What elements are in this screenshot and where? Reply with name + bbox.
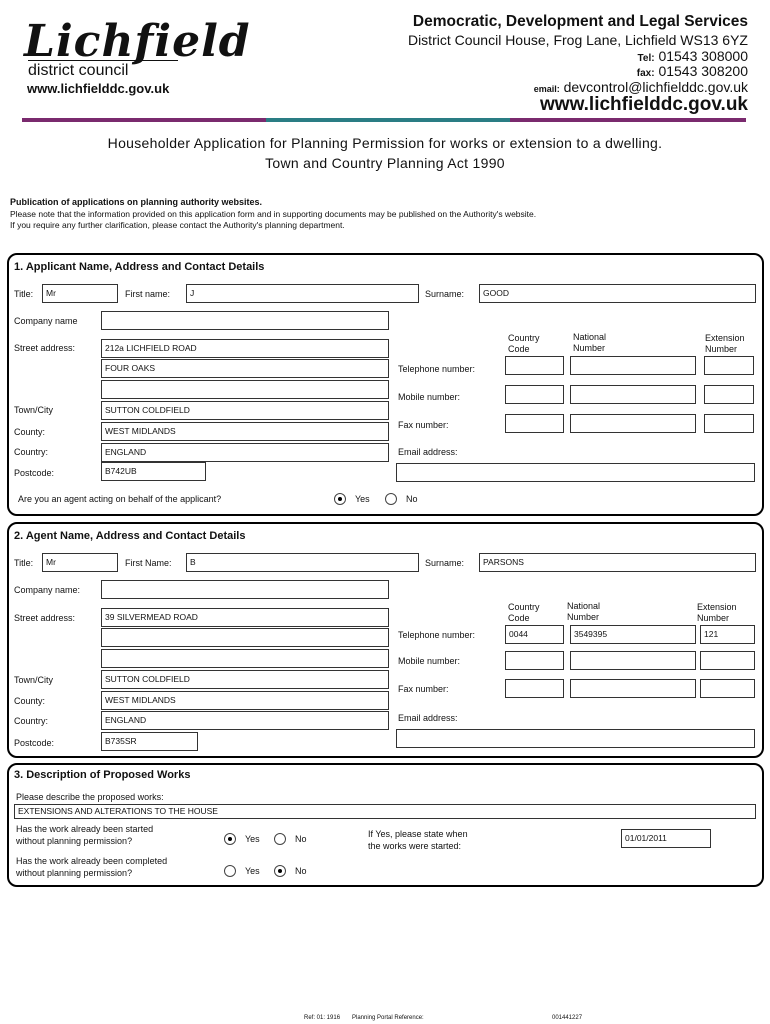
applicant-first-name-field[interactable]: J	[186, 284, 419, 303]
fax-line	[637, 63, 748, 79]
works-section-title: 3. Description of Proposed Works	[14, 769, 191, 781]
applicant-fax-label: Fax number:	[398, 420, 449, 430]
form-title-line1: Householder Application for Planning Permission for works or extension to a dwelling.	[107, 135, 663, 151]
applicant-first-name-label: First name:	[125, 289, 171, 299]
department-title: Democratic, Development and Legal Services	[412, 13, 748, 30]
agent-postcode-label: Postcode:	[14, 738, 55, 748]
applicant-fax-country-code[interactable]	[505, 414, 564, 433]
work-completed-no-radio[interactable]	[274, 865, 286, 877]
applicant-company-field[interactable]	[101, 311, 389, 330]
applicant-telephone-label: Telephone number:	[398, 364, 476, 374]
applicant-county-field[interactable]: WEST MIDLANDS	[101, 422, 389, 441]
applicant-fax-extension[interactable]	[704, 414, 754, 433]
describe-works-label: Please describe the proposed works:	[16, 792, 164, 802]
work-started-yes-label: Yes	[245, 834, 260, 844]
agent-question-label: Are you an agent acting on behalf of the applicant?	[18, 494, 222, 504]
applicant-tel-number[interactable]	[570, 356, 696, 375]
agent-email-label: Email address:	[398, 713, 458, 723]
applicant-town-field[interactable]: SUTTON COLDFIELD	[101, 401, 389, 420]
agent-country-field[interactable]: ENGLAND	[101, 711, 389, 730]
agent-fax-extension[interactable]	[700, 679, 755, 698]
works-start-date-field[interactable]: 01/01/2011	[621, 829, 711, 848]
agent-street-line2[interactable]	[101, 628, 389, 647]
applicant-postcode-field[interactable]: B742UB	[101, 462, 206, 481]
work-started-no-label: No	[295, 834, 307, 844]
header-stripe-left	[22, 118, 266, 122]
tel-label: Tel:	[637, 53, 655, 64]
agent-country-code-header: Country Code	[508, 602, 540, 623]
email-label: email:	[533, 84, 560, 94]
applicant-title-label: Title:	[14, 289, 34, 299]
agent-fax-country-code[interactable]	[505, 679, 564, 698]
agent-yes-label: Yes	[355, 494, 370, 504]
form-title-line2: Town and Country Planning Act 1990	[265, 155, 505, 171]
header-stripe-right	[510, 118, 746, 122]
agent-mobile-label: Mobile number:	[398, 656, 461, 666]
work-completed-question-2: without planning permission?	[16, 868, 133, 878]
applicant-surname-label: Surname:	[425, 289, 465, 299]
applicant-mob-country-code[interactable]	[505, 385, 564, 404]
work-started-question-1: Has the work already been started	[16, 824, 154, 834]
footer-ref: Ref: 01: 1916	[304, 1015, 341, 1021]
agent-first-name-field[interactable]: B	[186, 553, 419, 572]
agent-town-label: Town/City	[14, 675, 54, 685]
publication-note-2: If you require any further clarification, please contact the Authority's planning department.	[10, 220, 345, 230]
agent-extension-header: Extension Number	[697, 602, 737, 623]
tel-value: 01543 308000	[658, 48, 748, 64]
applicant-street-line3[interactable]	[101, 380, 389, 399]
agent-telephone-label: Telephone number:	[398, 630, 476, 640]
agent-county-field[interactable]: WEST MIDLANDS	[101, 691, 389, 710]
agent-company-field[interactable]	[101, 580, 389, 599]
agent-mob-extension[interactable]	[700, 651, 755, 670]
agent-tel-number[interactable]: 3549395	[570, 625, 696, 644]
agent-tel-country-code[interactable]: 0044	[505, 625, 564, 644]
website-link[interactable]: www.lichfielddc.gov.uk	[540, 94, 748, 115]
applicant-tel-country-code[interactable]	[505, 356, 564, 375]
agent-no-label: No	[406, 494, 418, 504]
footer-portal-value: 001441227	[552, 1015, 583, 1021]
applicant-tel-extension[interactable]	[704, 356, 754, 375]
agent-tel-extension[interactable]: 121	[700, 625, 755, 644]
council-logo: Lichfield	[24, 16, 251, 67]
work-completed-no-label: No	[295, 866, 307, 876]
applicant-national-number-header: National Number	[573, 332, 607, 353]
agent-fax-number[interactable]	[570, 679, 696, 698]
agent-email-field[interactable]	[396, 729, 755, 748]
applicant-company-label: Company name	[14, 316, 78, 326]
applicant-section-title: 1. Applicant Name, Address and Contact Details	[14, 261, 265, 273]
agent-company-label: Company name:	[14, 585, 81, 595]
agent-fax-label: Fax number:	[398, 684, 449, 694]
agent-postcode-field[interactable]: B735SR	[101, 732, 198, 751]
agent-town-field[interactable]: SUTTON COLDFIELD	[101, 670, 389, 689]
applicant-mob-number[interactable]	[570, 385, 696, 404]
agent-street-line3[interactable]	[101, 649, 389, 668]
email-value[interactable]: devcontrol@lichfielddc.gov.uk	[563, 79, 748, 95]
works-description-field[interactable]: EXTENSIONS AND ALTERATIONS TO THE HOUSE	[14, 804, 756, 819]
fax-value: 01543 308200	[658, 63, 748, 79]
agent-mob-country-code[interactable]	[505, 651, 564, 670]
applicant-email-label: Email address:	[398, 447, 458, 457]
fax-label: fax:	[636, 68, 655, 79]
agent-title-label: Title:	[14, 558, 34, 568]
agent-surname-label: Surname:	[425, 558, 465, 568]
applicant-mobile-label: Mobile number:	[398, 392, 461, 402]
work-completed-question-1: Has the work already been completed	[16, 856, 168, 866]
applicant-town-label: Town/City	[14, 405, 54, 415]
email-line	[534, 79, 748, 95]
applicant-title-field[interactable]: Mr	[42, 284, 118, 303]
applicant-mob-extension[interactable]	[704, 385, 754, 404]
agent-no-radio[interactable]	[385, 493, 397, 505]
if-yes-label-1: If Yes, please state when	[368, 829, 468, 839]
applicant-country-field[interactable]: ENGLAND	[101, 443, 389, 462]
department-address: District Council House, Frog Lane, Lichfield WS13 6YZ	[407, 32, 748, 48]
agent-national-number-header: National Number	[567, 601, 601, 622]
work-started-question-2: without planning permission?	[16, 836, 133, 846]
agent-mob-number[interactable]	[570, 651, 696, 670]
agent-country-label: Country:	[14, 716, 49, 726]
header-stripe-middle	[266, 118, 510, 122]
applicant-extension-header: Extension Number	[705, 333, 745, 354]
work-completed-yes-label: Yes	[245, 866, 260, 876]
applicant-country-code-header: Country Code	[508, 333, 540, 354]
applicant-postcode-label: Postcode:	[14, 468, 55, 478]
work-started-yes-radio[interactable]	[224, 833, 236, 845]
work-started-no-radio[interactable]	[274, 833, 286, 845]
logo-subtitle: district council	[28, 60, 178, 80]
footer-portal-label: Planning Portal Reference:	[352, 1015, 424, 1021]
agent-street-line1[interactable]: 39 SILVERMEAD ROAD	[101, 608, 389, 627]
applicant-street-line1[interactable]: 212a LICHFIELD ROAD	[101, 339, 389, 358]
agent-county-label: County:	[14, 696, 46, 706]
agent-street-label: Street address:	[14, 613, 76, 623]
applicant-country-label: Country:	[14, 447, 49, 457]
publication-note-1: Please note that the information provided on this application form and in supporting documents may be published on the Authority's website.	[10, 209, 537, 219]
agent-surname-field[interactable]: PARSONS	[479, 553, 756, 572]
work-completed-yes-radio[interactable]	[224, 865, 236, 877]
publication-heading: Publication of applications on planning authority websites.	[10, 197, 263, 207]
telephone-line	[638, 48, 748, 64]
applicant-street-line2[interactable]: FOUR OAKS	[101, 359, 389, 378]
logo-url: www.lichfielddc.gov.uk	[27, 81, 170, 96]
applicant-email-field[interactable]	[396, 463, 755, 482]
agent-yes-radio[interactable]	[334, 493, 346, 505]
if-yes-label-2: the works were started:	[368, 841, 462, 851]
agent-first-name-label: First Name:	[125, 558, 172, 568]
agent-section-title: 2. Agent Name, Address and Contact Details	[14, 530, 246, 542]
applicant-surname-field[interactable]: GOOD	[479, 284, 756, 303]
agent-title-field[interactable]: Mr	[42, 553, 118, 572]
applicant-street-label: Street address:	[14, 343, 76, 353]
applicant-fax-number[interactable]	[570, 414, 696, 433]
applicant-county-label: County:	[14, 427, 46, 437]
